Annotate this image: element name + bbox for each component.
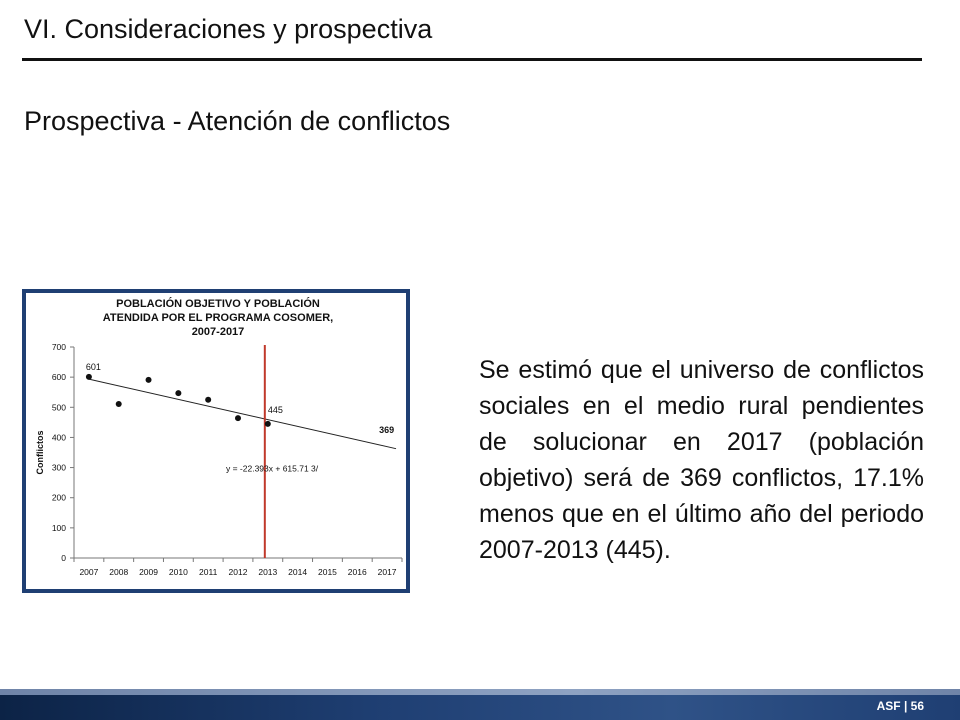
chart-title-line: POBLACIÓN OBJETIVO Y POBLACIÓN xyxy=(116,298,320,310)
chart-title-line: 2007-2017 xyxy=(191,326,245,338)
data-point xyxy=(235,415,241,421)
x-tick-label: 2016 xyxy=(347,567,367,577)
chart-frame xyxy=(22,289,410,593)
y-tick-label: 700 xyxy=(51,342,66,352)
x-tick-label: 2017 xyxy=(377,567,397,577)
x-tick-label: 2007 xyxy=(79,567,99,577)
x-tick-label: 2013 xyxy=(258,567,278,577)
data-point xyxy=(205,397,211,403)
y-tick-label: 600 xyxy=(51,372,66,383)
y-tick-label: 100 xyxy=(51,522,66,533)
data-point xyxy=(265,421,271,427)
x-tick-label: 2014 xyxy=(288,567,308,577)
y-tick-label: 500 xyxy=(51,402,66,413)
x-tick-label: 2009 xyxy=(139,567,159,577)
trendline xyxy=(89,379,396,449)
title-divider xyxy=(22,58,922,61)
y-tick-label: 0 xyxy=(61,553,66,563)
slide-title: VI. Consideraciones y prospectiva xyxy=(24,14,433,44)
footer-bar xyxy=(0,689,960,720)
data-point xyxy=(175,390,181,396)
y-tick-label: 400 xyxy=(51,432,66,443)
trendline-equation: y = -22.393x + 615.71 3/ xyxy=(226,463,319,474)
x-tick-label: 2015 xyxy=(317,567,337,577)
y-tick-label: 300 xyxy=(51,462,66,473)
x-tick-label: 2011 xyxy=(199,567,218,577)
scatter-chart xyxy=(26,293,406,589)
data-point xyxy=(116,401,122,407)
chart-title-line: ATENDIDA POR EL PROGRAMA COSOMER, xyxy=(102,312,334,324)
data-point xyxy=(86,374,92,380)
y-axis-label: Conflictos xyxy=(35,430,45,475)
x-tick-label: 2012 xyxy=(228,567,248,577)
body-paragraph: Se estimó que el universo de conflictos sociales en el medio rural pendientes de solucionar en 2017 (población objetivo) será de 369 conflictos, 17.1% menos que en el último año del periodo 2007-2013 (445). xyxy=(479,356,924,564)
x-tick-label: 2008 xyxy=(109,567,129,577)
y-tick-label: 200 xyxy=(51,492,66,503)
data-label: 369 xyxy=(379,424,395,435)
slide-subtitle: Prospectiva - Atención de conflictos xyxy=(24,106,451,136)
x-tick-label: 2010 xyxy=(168,567,188,577)
data-label: 601 xyxy=(85,361,101,372)
footer-page-label: ASF | 56 xyxy=(876,699,924,713)
data-label: 445 xyxy=(267,404,283,415)
data-point xyxy=(146,377,152,383)
